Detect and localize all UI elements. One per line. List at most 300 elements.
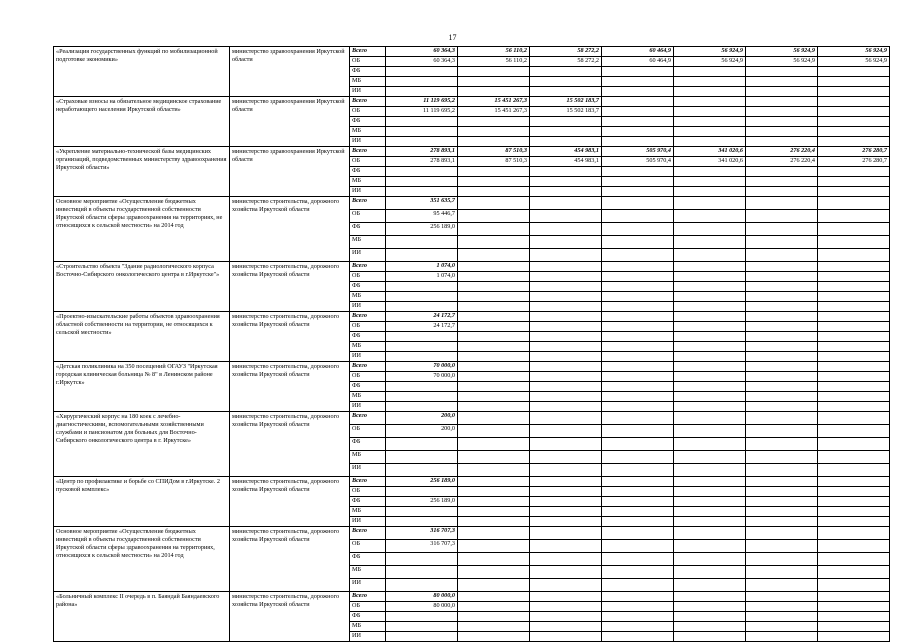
amount-cell: 351 635,7: [386, 197, 458, 210]
amount-cell: [746, 262, 818, 272]
amount-cell: [746, 87, 818, 97]
funding-source-cell: ОБ: [350, 210, 386, 223]
funding-source-cell: ИИ: [350, 137, 386, 147]
amount-cell: [818, 177, 890, 187]
amount-cell: [458, 362, 530, 372]
amount-cell: [746, 451, 818, 464]
amount-cell: [674, 117, 746, 127]
amount-cell: [602, 362, 674, 372]
amount-cell: [386, 117, 458, 127]
amount-cell: [674, 97, 746, 107]
amount-cell: [530, 451, 602, 464]
amount-cell: [458, 282, 530, 292]
amount-cell: 58 272,2: [530, 47, 602, 57]
amount-cell: 11 119 695,2: [386, 97, 458, 107]
funding-source-cell: Всего: [350, 362, 386, 372]
amount-cell: [674, 487, 746, 497]
amount-cell: [458, 210, 530, 223]
amount-cell: [818, 392, 890, 402]
amount-cell: [386, 622, 458, 632]
amount-cell: [602, 177, 674, 187]
amount-cell: [458, 632, 530, 642]
amount-cell: [818, 67, 890, 77]
funding-source-cell: ОБ: [350, 157, 386, 167]
amount-cell: 58 272,2: [530, 57, 602, 67]
funding-source-cell: ФБ: [350, 332, 386, 342]
funding-source-cell: ИИ: [350, 187, 386, 197]
amount-cell: [386, 402, 458, 412]
amount-cell: [674, 592, 746, 602]
amount-cell: [818, 197, 890, 210]
amount-cell: [674, 282, 746, 292]
amount-cell: [386, 137, 458, 147]
amount-cell: [602, 497, 674, 507]
amount-cell: [530, 579, 602, 592]
amount-cell: [530, 272, 602, 282]
funding-source-cell: ФБ: [350, 497, 386, 507]
funding-source-cell: ИИ: [350, 87, 386, 97]
amount-cell: 56 924,9: [674, 47, 746, 57]
executor-cell: министерство строительства, дорожного хозяйства Иркутской области: [230, 262, 350, 312]
amount-cell: [746, 402, 818, 412]
amount-cell: [818, 602, 890, 612]
amount-cell: [818, 382, 890, 392]
funding-source-cell: ОБ: [350, 322, 386, 332]
amount-cell: 87 510,3: [458, 147, 530, 157]
funding-source-cell: ОБ: [350, 57, 386, 67]
amount-cell: [386, 187, 458, 197]
amount-cell: [458, 517, 530, 527]
funding-source-cell: ИИ: [350, 402, 386, 412]
amount-cell: [458, 425, 530, 438]
amount-cell: [530, 197, 602, 210]
amount-cell: 256 189,0: [386, 223, 458, 236]
amount-cell: [818, 372, 890, 382]
funding-source-cell: ИИ: [350, 517, 386, 527]
amount-cell: [458, 464, 530, 477]
amount-cell: [674, 167, 746, 177]
amount-cell: 60 464,9: [602, 47, 674, 57]
amount-cell: [530, 372, 602, 382]
amount-cell: [530, 632, 602, 642]
amount-cell: [602, 342, 674, 352]
amount-cell: [746, 602, 818, 612]
amount-cell: [458, 332, 530, 342]
table-row: [54, 527, 890, 540]
amount-cell: [674, 137, 746, 147]
amount-cell: [674, 197, 746, 210]
amount-cell: [818, 167, 890, 177]
amount-cell: 454 983,1: [530, 147, 602, 157]
amount-cell: [530, 342, 602, 352]
amount-cell: [746, 167, 818, 177]
amount-cell: [746, 187, 818, 197]
amount-cell: [602, 382, 674, 392]
amount-cell: [530, 187, 602, 197]
amount-cell: [674, 187, 746, 197]
amount-cell: [746, 236, 818, 249]
amount-cell: [530, 127, 602, 137]
amount-cell: [746, 107, 818, 117]
amount-cell: [674, 107, 746, 117]
amount-cell: [602, 612, 674, 622]
amount-cell: [674, 262, 746, 272]
amount-cell: [746, 67, 818, 77]
amount-cell: [602, 464, 674, 477]
amount-cell: [530, 392, 602, 402]
amount-cell: [458, 553, 530, 566]
amount-cell: 87 510,3: [458, 157, 530, 167]
amount-cell: [530, 67, 602, 77]
amount-cell: [386, 392, 458, 402]
amount-cell: [602, 438, 674, 451]
funding-source-cell: Всего: [350, 262, 386, 272]
amount-cell: [674, 236, 746, 249]
amount-cell: [674, 223, 746, 236]
amount-cell: [386, 342, 458, 352]
amount-cell: 56 924,9: [818, 47, 890, 57]
amount-cell: [818, 262, 890, 272]
amount-cell: [602, 236, 674, 249]
amount-cell: [458, 312, 530, 322]
funding-source-cell: Всего: [350, 97, 386, 107]
amount-cell: [530, 302, 602, 312]
amount-cell: [602, 602, 674, 612]
amount-cell: [386, 282, 458, 292]
amount-cell: 56 924,9: [674, 57, 746, 67]
amount-cell: [674, 302, 746, 312]
amount-cell: [746, 477, 818, 487]
amount-cell: 11 119 695,2: [386, 107, 458, 117]
executor-cell: министерство здравоохранения Иркутской области: [230, 147, 350, 197]
amount-cell: [746, 362, 818, 372]
amount-cell: [602, 579, 674, 592]
amount-cell: [530, 540, 602, 553]
amount-cell: 341 020,6: [674, 157, 746, 167]
amount-cell: [386, 438, 458, 451]
amount-cell: [602, 632, 674, 642]
amount-cell: [746, 487, 818, 497]
amount-cell: [746, 464, 818, 477]
amount-cell: 256 189,0: [386, 477, 458, 487]
amount-cell: 341 020,6: [674, 147, 746, 157]
amount-cell: 505 970,4: [602, 147, 674, 157]
amount-cell: [458, 438, 530, 451]
amount-cell: [458, 622, 530, 632]
amount-cell: [530, 322, 602, 332]
amount-cell: 256 189,0: [386, 497, 458, 507]
funding-source-cell: ФБ: [350, 117, 386, 127]
amount-cell: [458, 527, 530, 540]
amount-cell: [818, 292, 890, 302]
amount-cell: [674, 412, 746, 425]
amount-cell: 15 451 267,3: [458, 97, 530, 107]
event-name-cell: «Проектно-изыскательские работы объектов здравоохранения областной собственности на территории, не относящихся к сельской местности»: [54, 312, 230, 362]
amount-cell: [746, 97, 818, 107]
amount-cell: [602, 540, 674, 553]
amount-cell: [530, 622, 602, 632]
amount-cell: [818, 527, 890, 540]
funding-source-cell: ФБ: [350, 282, 386, 292]
funding-source-cell: ОБ: [350, 372, 386, 382]
funding-source-cell: МБ: [350, 392, 386, 402]
event-name-cell: «Хирургический корпус на 180 коек с лечебно-диагностическими, вспомогательными хозяйственными службами и пансионатом для больных для Восточно-Сибирского онкологического центра в г. Иркутске»: [54, 412, 230, 477]
amount-cell: [602, 517, 674, 527]
amount-cell: [386, 236, 458, 249]
funding-source-cell: Всего: [350, 477, 386, 487]
amount-cell: [818, 272, 890, 282]
amount-cell: [530, 592, 602, 602]
amount-cell: [602, 507, 674, 517]
amount-cell: [818, 497, 890, 507]
amount-cell: [746, 177, 818, 187]
amount-cell: [746, 425, 818, 438]
amount-cell: [386, 579, 458, 592]
amount-cell: [458, 342, 530, 352]
amount-cell: [746, 312, 818, 322]
amount-cell: [386, 352, 458, 362]
amount-cell: [602, 223, 674, 236]
amount-cell: [458, 292, 530, 302]
amount-cell: [746, 322, 818, 332]
amount-cell: [818, 362, 890, 372]
amount-cell: [818, 342, 890, 352]
amount-cell: [530, 497, 602, 507]
amount-cell: [602, 352, 674, 362]
table-row: [54, 477, 890, 487]
amount-cell: [458, 223, 530, 236]
amount-cell: [818, 579, 890, 592]
amount-cell: 505 970,4: [602, 157, 674, 167]
amount-cell: [746, 507, 818, 517]
amount-cell: 278 893,1: [386, 157, 458, 167]
amount-cell: [746, 223, 818, 236]
amount-cell: [746, 332, 818, 342]
amount-cell: [818, 352, 890, 362]
amount-cell: [602, 425, 674, 438]
funding-source-cell: МБ: [350, 342, 386, 352]
amount-cell: [674, 622, 746, 632]
funding-source-cell: ИИ: [350, 464, 386, 477]
event-name-cell: «Строительство объекта "Здание радиологического корпуса Восточно-Сибирского онкологического центра в г.Иркутске"»: [54, 262, 230, 312]
amount-cell: [674, 612, 746, 622]
funding-source-cell: Всего: [350, 592, 386, 602]
amount-cell: [602, 412, 674, 425]
amount-cell: [746, 127, 818, 137]
amount-cell: [674, 87, 746, 97]
amount-cell: [530, 425, 602, 438]
amount-cell: 316 707,3: [386, 527, 458, 540]
amount-cell: [458, 402, 530, 412]
amount-cell: [674, 177, 746, 187]
funding-source-cell: ИИ: [350, 302, 386, 312]
amount-cell: 278 893,1: [386, 147, 458, 157]
amount-cell: [746, 612, 818, 622]
amount-cell: [746, 497, 818, 507]
funding-source-cell: ФБ: [350, 612, 386, 622]
amount-cell: [818, 566, 890, 579]
funding-source-cell: ФБ: [350, 223, 386, 236]
funding-source-cell: ОБ: [350, 602, 386, 612]
amount-cell: [746, 302, 818, 312]
amount-cell: [386, 451, 458, 464]
amount-cell: [818, 517, 890, 527]
amount-cell: [530, 352, 602, 362]
amount-cell: [386, 464, 458, 477]
amount-cell: [746, 137, 818, 147]
amount-cell: [674, 292, 746, 302]
funding-source-cell: Всего: [350, 312, 386, 322]
amount-cell: [674, 553, 746, 566]
amount-cell: [458, 382, 530, 392]
amount-cell: [602, 67, 674, 77]
amount-cell: [458, 167, 530, 177]
amount-cell: [530, 167, 602, 177]
amount-cell: [674, 632, 746, 642]
funding-source-cell: МБ: [350, 566, 386, 579]
amount-cell: [818, 210, 890, 223]
amount-cell: [602, 372, 674, 382]
amount-cell: [458, 177, 530, 187]
amount-cell: [818, 282, 890, 292]
table-row: [54, 312, 890, 322]
amount-cell: [818, 425, 890, 438]
amount-cell: [530, 177, 602, 187]
amount-cell: [458, 412, 530, 425]
amount-cell: [602, 117, 674, 127]
amount-cell: 56 924,9: [746, 47, 818, 57]
amount-cell: [674, 566, 746, 579]
amount-cell: [530, 507, 602, 517]
amount-cell: 56 924,9: [746, 57, 818, 67]
amount-cell: [818, 97, 890, 107]
amount-cell: [458, 497, 530, 507]
amount-cell: [818, 87, 890, 97]
amount-cell: [386, 77, 458, 87]
funding-source-cell: ИИ: [350, 249, 386, 262]
amount-cell: [458, 127, 530, 137]
funding-source-cell: ФБ: [350, 382, 386, 392]
amount-cell: [458, 592, 530, 602]
table-row: [54, 592, 890, 602]
amount-cell: [746, 282, 818, 292]
amount-cell: [818, 622, 890, 632]
amount-cell: [818, 77, 890, 87]
amount-cell: [818, 438, 890, 451]
event-name-cell: Основное мероприятие «Осуществление бюджетных инвестиций в объекты государственной собственности Иркутской области сферы здравоохранения на территориях, относящихся к сельской местности» на 2014 год: [54, 527, 230, 592]
amount-cell: [530, 566, 602, 579]
amount-cell: [602, 527, 674, 540]
amount-cell: [746, 592, 818, 602]
amount-cell: [458, 262, 530, 272]
amount-cell: [818, 553, 890, 566]
amount-cell: [746, 372, 818, 382]
amount-cell: [530, 362, 602, 372]
amount-cell: [530, 87, 602, 97]
amount-cell: [458, 137, 530, 147]
amount-cell: [530, 249, 602, 262]
amount-cell: [818, 612, 890, 622]
event-name-cell: «Страховые взносы на обязательное медицинское страхование неработающего населения Иркутской области»: [54, 97, 230, 147]
amount-cell: [602, 451, 674, 464]
executor-cell: министерство здравоохранения Иркутской области: [230, 97, 350, 147]
amount-cell: [674, 312, 746, 322]
amount-cell: [602, 210, 674, 223]
amount-cell: [602, 302, 674, 312]
amount-cell: 24 172,7: [386, 312, 458, 322]
budget-table: [53, 46, 890, 642]
amount-cell: [602, 167, 674, 177]
amount-cell: [458, 302, 530, 312]
amount-cell: [674, 382, 746, 392]
amount-cell: [458, 612, 530, 622]
funding-source-cell: ИИ: [350, 632, 386, 642]
amount-cell: [386, 507, 458, 517]
amount-cell: [602, 97, 674, 107]
amount-cell: [674, 579, 746, 592]
amount-cell: [746, 438, 818, 451]
amount-cell: [746, 622, 818, 632]
amount-cell: [674, 438, 746, 451]
amount-cell: [386, 177, 458, 187]
amount-cell: 70 000,0: [386, 362, 458, 372]
amount-cell: [530, 464, 602, 477]
amount-cell: [458, 322, 530, 332]
amount-cell: [602, 487, 674, 497]
amount-cell: 70 000,0: [386, 372, 458, 382]
amount-cell: [458, 187, 530, 197]
executor-cell: министерство строительства, дорожного хозяйства Иркутской области: [230, 592, 350, 642]
amount-cell: 15 502 183,7: [530, 97, 602, 107]
amount-cell: [602, 262, 674, 272]
funding-source-cell: ФБ: [350, 438, 386, 451]
amount-cell: [818, 312, 890, 322]
amount-cell: [818, 137, 890, 147]
amount-cell: [674, 477, 746, 487]
executor-cell: министерство строительства, дорожного хозяйства Иркутской области: [230, 412, 350, 477]
amount-cell: 276 220,4: [746, 157, 818, 167]
amount-cell: [674, 451, 746, 464]
amount-cell: [602, 292, 674, 302]
amount-cell: [746, 249, 818, 262]
amount-cell: [530, 312, 602, 322]
amount-cell: [602, 197, 674, 210]
amount-cell: [530, 412, 602, 425]
amount-cell: [602, 477, 674, 487]
funding-source-cell: ИИ: [350, 579, 386, 592]
amount-cell: [818, 487, 890, 497]
amount-cell: [530, 438, 602, 451]
amount-cell: 276 220,4: [746, 147, 818, 157]
amount-cell: [458, 77, 530, 87]
amount-cell: [386, 87, 458, 97]
amount-cell: [530, 292, 602, 302]
amount-cell: [818, 592, 890, 602]
event-name-cell: «Реализация государственных функций по мобилизационной подготовке экономики»: [54, 47, 230, 97]
amount-cell: [818, 332, 890, 342]
amount-cell: [674, 507, 746, 517]
amount-cell: [458, 352, 530, 362]
amount-cell: [530, 77, 602, 87]
page-number: 17: [448, 33, 457, 42]
amount-cell: [386, 249, 458, 262]
table-body: [54, 47, 890, 642]
amount-cell: 56 110,2: [458, 57, 530, 67]
amount-cell: 316 707,3: [386, 540, 458, 553]
amount-cell: [458, 87, 530, 97]
amount-cell: [602, 322, 674, 332]
amount-cell: 200,0: [386, 412, 458, 425]
